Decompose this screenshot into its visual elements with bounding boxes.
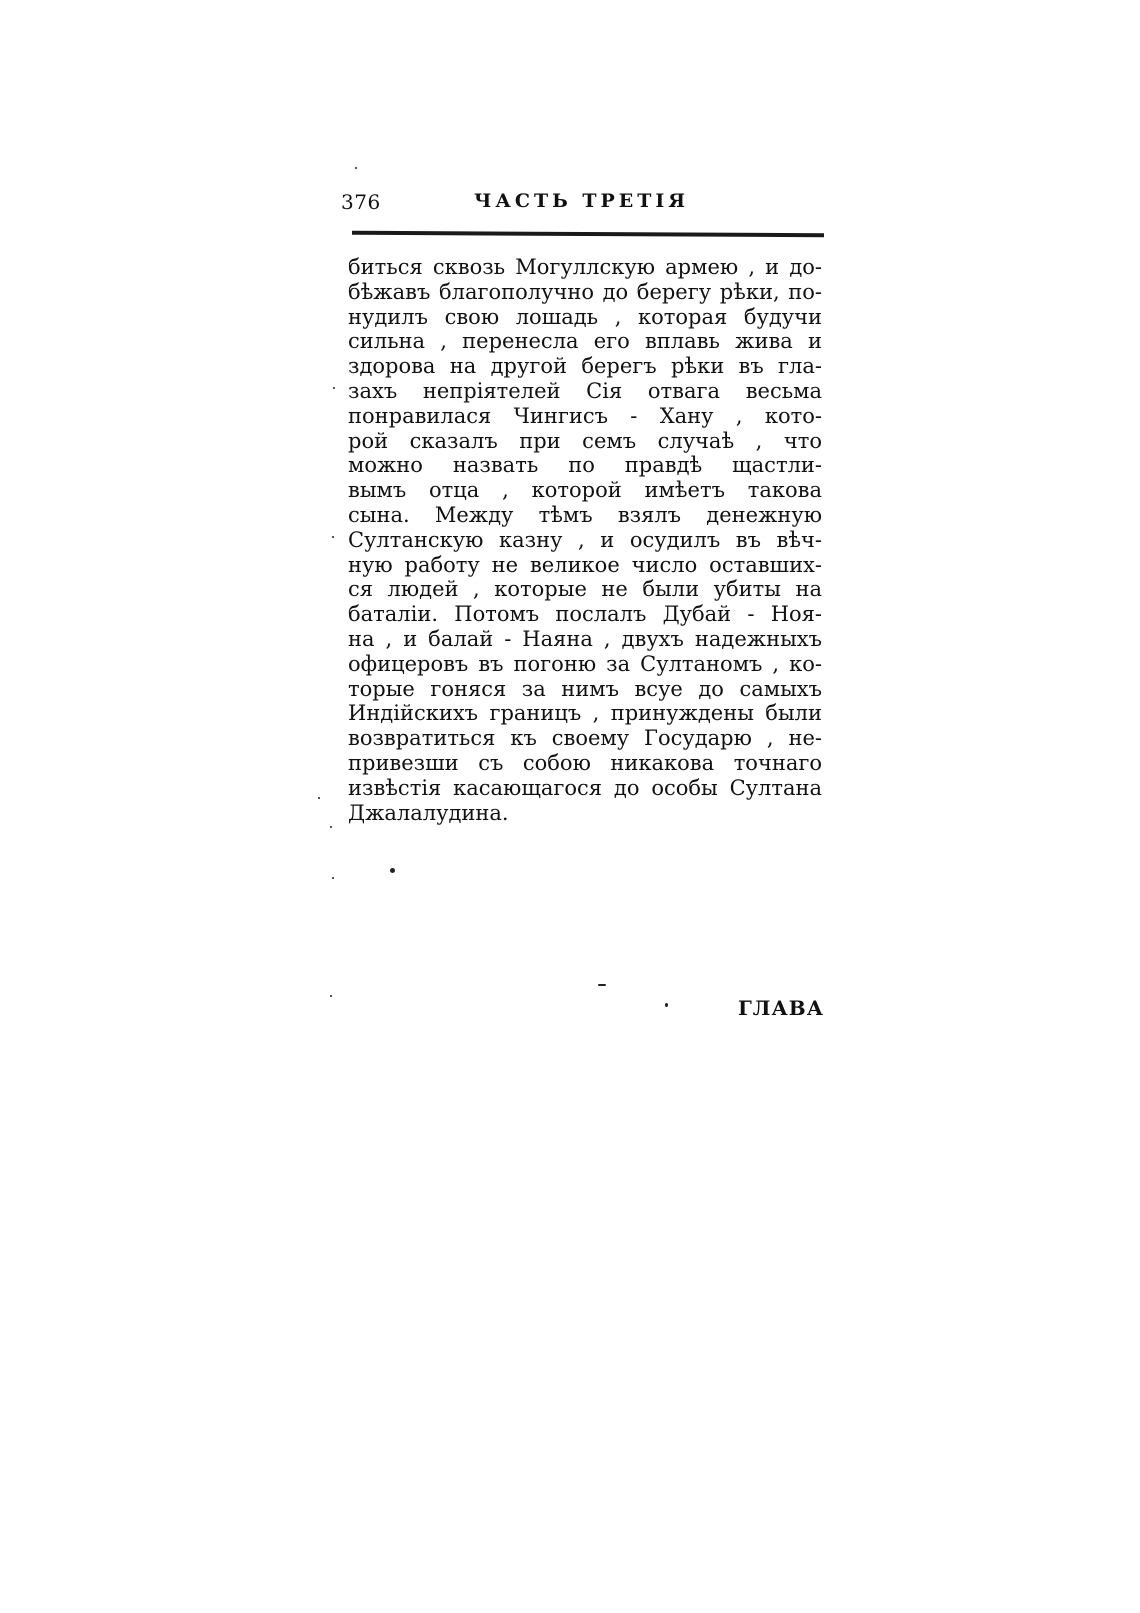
text-line: бѣжавъ благополучно до берегу рѣки, по-	[348, 279, 822, 304]
text-line: торые гоняся за нимъ всуе до самыхъ	[348, 676, 822, 701]
text-line: рой сказалъ при семъ случаѣ , что	[348, 428, 822, 453]
text-line: ся людей , которые не были убиты на	[348, 577, 822, 602]
body-text	[348, 255, 822, 825]
text-line: нудилъ свою лошадь , которая будучи	[348, 304, 822, 329]
scan-speck	[330, 995, 332, 997]
text-line: можно назвать по правдѣ щастли-	[348, 453, 822, 478]
text-line: баталiи. Потомъ послалъ Дубай - Ноя-	[348, 602, 822, 627]
text-line: Султанскую казну , и осудилъ въ вѣч-	[348, 527, 822, 552]
text-line: вымъ отца , которой имѣетъ такова	[348, 478, 822, 503]
header-rule	[352, 231, 824, 237]
text-line: Джалалудина.	[348, 800, 509, 825]
scan-speck	[330, 826, 332, 828]
scan-speck	[390, 868, 395, 873]
text-line: офицеровъ въ погоню за Султаномъ , ко-	[348, 651, 822, 676]
text-line: на , и балай - Наяна , двухъ надежныхъ	[348, 626, 822, 651]
text-line: биться сквозь Могуллскую армею , и до-	[348, 255, 822, 279]
text-line: здорова на другой берегъ рѣки въ гла-	[348, 354, 822, 379]
text-line: сильна , перенесла его вплавь жива и	[348, 329, 822, 354]
text-line: понравилася Чингисъ - Хану , кото-	[348, 403, 822, 428]
page-number: 376	[341, 190, 381, 214]
scan-speck	[318, 797, 320, 799]
text-line: сына. Между тѣмъ взялъ денежную	[348, 502, 822, 527]
running-title: ЧАСТЬ ТРЕТIЯ	[474, 190, 690, 212]
text-line: привезши съ собою никакова точнаго	[348, 750, 822, 775]
text-line: захъ непрiятелей Сiя отвага весьма	[348, 378, 822, 403]
text-line: извѣстiя касающагося до особы Султана	[348, 775, 822, 800]
text-line: возвратиться къ своему Государю , не-	[348, 726, 822, 751]
scan-speck	[332, 536, 334, 538]
text-line: Индiйскихъ границъ , принуждены были	[348, 701, 822, 726]
scan-speck	[598, 984, 606, 986]
scan-speck	[665, 1003, 668, 1007]
catchword: ГЛАВА	[738, 996, 824, 1020]
text-line: ную работу не великое число оставших-	[348, 552, 822, 577]
scan-speck	[333, 387, 335, 389]
scan-speck	[332, 877, 334, 879]
scan-speck	[355, 167, 357, 169]
